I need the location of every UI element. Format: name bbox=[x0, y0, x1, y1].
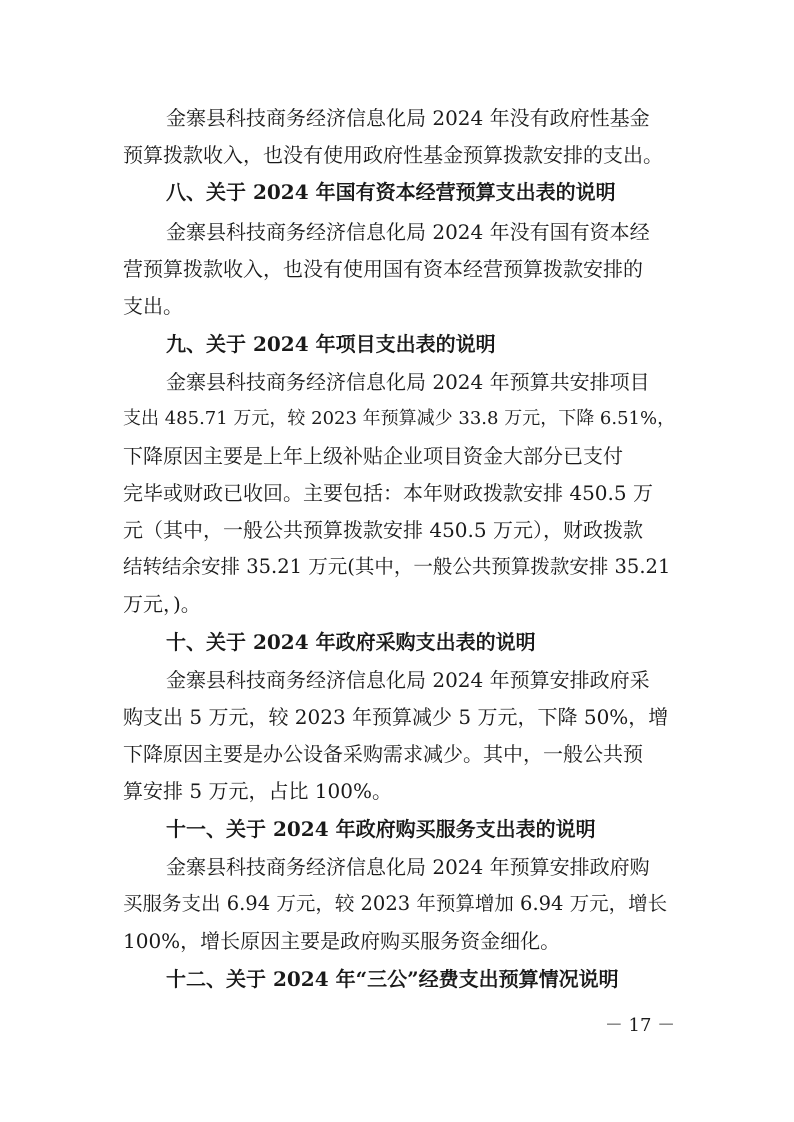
paragraph-line bbox=[0, 438, 794, 474]
paragraph-line bbox=[0, 364, 794, 400]
paragraph-line bbox=[0, 586, 794, 622]
paragraph-line bbox=[0, 773, 794, 809]
paragraph-line bbox=[0, 137, 794, 173]
paragraph-line bbox=[0, 512, 794, 548]
line-text: 金寨县科技商务经济信息化局 2024 年预算安排政府购 bbox=[166, 855, 650, 879]
line-text: 营预算拨款收入，也没有使用国有资本经营预算拨款安排的 bbox=[123, 257, 643, 281]
paragraph-line bbox=[0, 699, 794, 735]
line-text: 完毕或财政已收回。主要包括：本年财政拨款安排 450.5 万 bbox=[123, 481, 653, 505]
paragraph-line bbox=[0, 214, 794, 250]
line-text: 支出。 bbox=[123, 294, 183, 318]
line-text: 金寨县科技商务经济信息化局 2024 年预算共安排项目 bbox=[166, 370, 650, 394]
heading-text: 九、关于 2024 年项目支出表的说明 bbox=[166, 332, 496, 356]
section-heading bbox=[0, 624, 794, 660]
paragraph-line bbox=[0, 251, 794, 287]
section-heading bbox=[0, 811, 794, 847]
line-text: 结转结余安排 35.21 万元(其中，一般公共预算拨款安排 35.21 bbox=[123, 555, 671, 578]
line-text: 算安排 5 万元，占比 100%。 bbox=[123, 779, 392, 803]
line-text: 支出 485.71 万元，较 2023 年预算减少 33.8 万元，下降 6.51%， bbox=[123, 408, 676, 429]
paragraph-line bbox=[0, 886, 794, 922]
paragraph-line bbox=[0, 475, 794, 511]
paragraph-line bbox=[0, 849, 794, 885]
line-text: 买服务支出 6.94 万元，较 2023 年预算增加 6.94 万元，增长 bbox=[123, 892, 668, 915]
section-heading bbox=[0, 174, 794, 210]
paragraph-line bbox=[0, 923, 794, 959]
page-number: － 17 － bbox=[604, 1015, 676, 1036]
line-text: 预算拨款收入，也没有使用政府性基金预算拨款安排的支出。 bbox=[123, 143, 663, 167]
line-text: 下降原因主要是上年上级补贴企业项目资金大部分已支付 bbox=[123, 444, 623, 468]
line-text: 万元，)。 bbox=[123, 592, 201, 616]
line-text: 100%，增长原因主要是政府购买服务资金细化。 bbox=[123, 929, 561, 953]
line-text: 下降原因主要是办公设备采购需求减少。其中，一般公共预 bbox=[123, 742, 643, 766]
section-heading bbox=[0, 326, 794, 362]
heading-text: 十一、关于 2024 年政府购买服务支出表的说明 bbox=[166, 817, 596, 841]
line-text: 金寨县科技商务经济信息化局 2024 年没有国有资本经 bbox=[166, 220, 650, 244]
line-text: 金寨县科技商务经济信息化局 2024 年预算安排政府采 bbox=[166, 668, 650, 692]
heading-text: 十、关于 2024 年政府采购支出表的说明 bbox=[166, 630, 536, 654]
line-text: 金寨县科技商务经济信息化局 2024 年没有政府性基金 bbox=[166, 106, 650, 130]
paragraph-line bbox=[0, 549, 794, 585]
line-text: 购支出 5 万元，较 2023 年预算减少 5 万元，下降 50%，增 bbox=[123, 705, 669, 729]
heading-text: 十二、关于 2024 年“三公”经费支出预算情况说明 bbox=[166, 967, 619, 991]
line-text: 元（其中，一般公共预算拨款安排 450.5 万元），财政拨款 bbox=[123, 518, 643, 542]
paragraph-line bbox=[0, 100, 794, 136]
paragraph-line bbox=[0, 401, 794, 437]
section-heading bbox=[0, 961, 794, 997]
paragraph-line bbox=[0, 662, 794, 698]
paragraph-line bbox=[0, 736, 794, 772]
heading-text: 八、关于 2024 年国有资本经营预算支出表的说明 bbox=[166, 180, 616, 204]
paragraph-line bbox=[0, 288, 794, 324]
